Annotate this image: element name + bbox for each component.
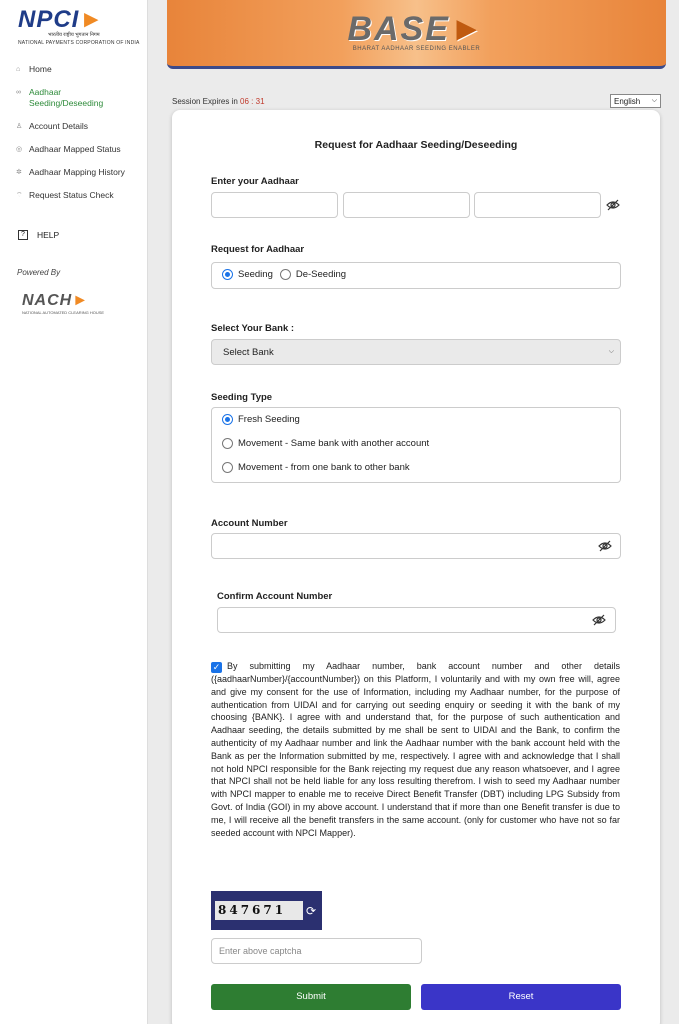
consent-checkbox[interactable]: ✓ xyxy=(212,662,221,672)
request-label: Request for Aadhaar xyxy=(211,244,305,255)
sidebar-item-request-status[interactable] xyxy=(16,190,146,201)
deseeding-radio[interactable] xyxy=(280,269,291,280)
consent-section xyxy=(211,660,620,839)
logo-subtitle: NATIONAL PAYMENTS CORPORATION OF INDIA xyxy=(18,40,140,46)
session-expiry xyxy=(172,97,265,106)
eye-slash-icon[interactable] xyxy=(598,540,612,555)
session-label: Session Expires in xyxy=(172,97,238,106)
confirm-account-input[interactable] xyxy=(217,607,616,633)
sidebar-item-mapped-status[interactable] xyxy=(16,144,146,155)
form-title: Request for Aadhaar Seeding/Deseeding xyxy=(314,139,518,151)
aadhaar-input-1[interactable] xyxy=(211,192,338,218)
logo-hindi-text: भारतीय राष्ट्रीय भुगतान निगम xyxy=(48,32,100,38)
sidebar-item-mapping-history[interactable] xyxy=(16,167,146,178)
aadhaar-input-2[interactable] xyxy=(343,192,470,218)
nach-logo xyxy=(22,292,104,315)
captcha-box xyxy=(211,891,322,930)
link-icon: ∞ xyxy=(16,89,21,96)
confirm-account-label: Confirm Account Number xyxy=(217,591,333,602)
reset-button[interactable]: Reset xyxy=(421,984,621,1010)
nach-arrow-icon: ► xyxy=(72,292,90,309)
sidebar-nav xyxy=(16,64,146,213)
help-link[interactable] xyxy=(18,230,59,240)
fresh-seeding-label: Fresh Seeding xyxy=(238,414,300,425)
account-number-label: Account Number xyxy=(211,518,288,529)
check-icon: ⌔ xyxy=(16,192,23,199)
sidebar-item-label: Home xyxy=(29,64,52,74)
consent-text: By submitting my Aadhaar number, bank account number and other details ({aadhaarNumber}/{accountNumber}) on this Platform, I voluntarily and with my own free will, agree and give my consent for the use of Information, including my Aadhaar number, for the purpose of authentication from UIDAI and for carrying out seeding enquiry or seeding it with the bank of my choosing {BANK}. I agree with and understand that, for the purpose of such authentication and Aadhaar seeding, the details submitted by me shall be sent to UIDAI and the Bank, to confirm the authenticity of my Aadhaar number and link the Aadhaar number with the bank account held with the Bank as per the Information submitted by me, respectively. I agree with and acknowledge that I shall not hold NPCI responsible for the Bank rejecting my request due any reason whatsoever, and I agree that NPCI shall not be held liable for any loss resulting therefrom. I wish to seed my Aadhaar number with NPCI mapper to enable me to receive Direct Benefit Transfer (DBT) including LPG Subsidy from Govt. of India (GOI) in my above account. I understand that if more than one Benefit transfer is due to me, I will receive all the benefit transfers in the same account. (only for customer who have not so far seeded account with NPCI Mapper). xyxy=(211,661,620,838)
seeding-type-group xyxy=(211,407,621,483)
submit-button[interactable]: Submit xyxy=(211,984,411,1010)
session-timer: 06 : 31 xyxy=(240,97,265,106)
banner-arrow-icon: ► xyxy=(449,10,486,48)
eye-slash-icon[interactable] xyxy=(606,199,620,214)
sidebar-item-label: Aadhaar Mapped Status xyxy=(29,144,121,154)
movement-other-bank-radio[interactable] xyxy=(222,462,233,473)
aadhaar-label: Enter your Aadhaar xyxy=(211,176,299,187)
seeding-type-label: Seeding Type xyxy=(211,392,273,403)
banner-subtitle: BHARAT AADHAAR SEEDING ENABLER xyxy=(352,46,481,52)
nach-logo-text: NACH xyxy=(22,292,73,309)
help-icon: ? xyxy=(18,230,28,240)
bank-label: Select Your Bank : xyxy=(211,323,295,334)
form-card xyxy=(172,110,660,1024)
request-radio-group xyxy=(211,262,621,289)
aadhaar-input-3[interactable] xyxy=(474,192,601,218)
sidebar xyxy=(0,0,148,1024)
account-number-input[interactable] xyxy=(211,533,621,559)
sidebar-item-seeding[interactable] xyxy=(16,87,146,109)
bank-select[interactable] xyxy=(211,339,621,365)
fresh-seeding-radio[interactable] xyxy=(222,414,233,425)
home-icon: ⌂ xyxy=(16,66,21,73)
language-selected: English xyxy=(614,96,641,106)
user-icon: ♙ xyxy=(16,123,23,130)
language-select[interactable] xyxy=(610,94,661,108)
help-label: HELP xyxy=(37,230,60,240)
seeding-radio[interactable] xyxy=(222,269,233,280)
sidebar-item-label: Aadhaar Seeding/Deseeding xyxy=(29,87,104,108)
chevron-down-icon: ⌵ xyxy=(608,348,614,355)
sidebar-item-home[interactable] xyxy=(16,64,146,75)
header-banner xyxy=(167,0,666,69)
captcha-input[interactable]: Enter above captcha xyxy=(211,938,422,964)
sidebar-item-label: Aadhaar Mapping History xyxy=(29,167,125,177)
sidebar-item-account-details[interactable] xyxy=(16,121,146,132)
deseeding-label: De-Seeding xyxy=(295,269,347,280)
npci-logo-text: NPCI xyxy=(18,6,80,33)
nach-subtitle: NATIONAL AUTOMATED CLEARING HOUSE xyxy=(22,310,105,315)
status-icon: ◎ xyxy=(16,146,23,153)
sidebar-item-label: Account Details xyxy=(29,121,89,131)
banner-title: BASE xyxy=(347,10,450,48)
history-icon: ✲ xyxy=(16,169,22,176)
powered-by-label: Powered By xyxy=(17,268,61,277)
logo-arrow-icon: ► xyxy=(79,6,105,33)
movement-same-bank-radio[interactable] xyxy=(222,438,233,449)
captcha-image-text: 847671 xyxy=(215,901,303,920)
seeding-label: Seeding xyxy=(238,269,273,280)
movement-same-bank-label: Movement - Same bank with another account xyxy=(238,438,430,449)
refresh-icon[interactable]: ⟳ xyxy=(306,903,317,918)
chevron-down-icon: ⌵ xyxy=(651,97,657,104)
sidebar-item-label: Request Status Check xyxy=(29,190,114,200)
movement-other-bank-label: Movement - from one bank to other bank xyxy=(238,462,410,473)
bank-selected: Select Bank xyxy=(223,346,274,358)
eye-slash-icon[interactable] xyxy=(592,614,606,629)
npci-logo[interactable] xyxy=(18,8,140,46)
